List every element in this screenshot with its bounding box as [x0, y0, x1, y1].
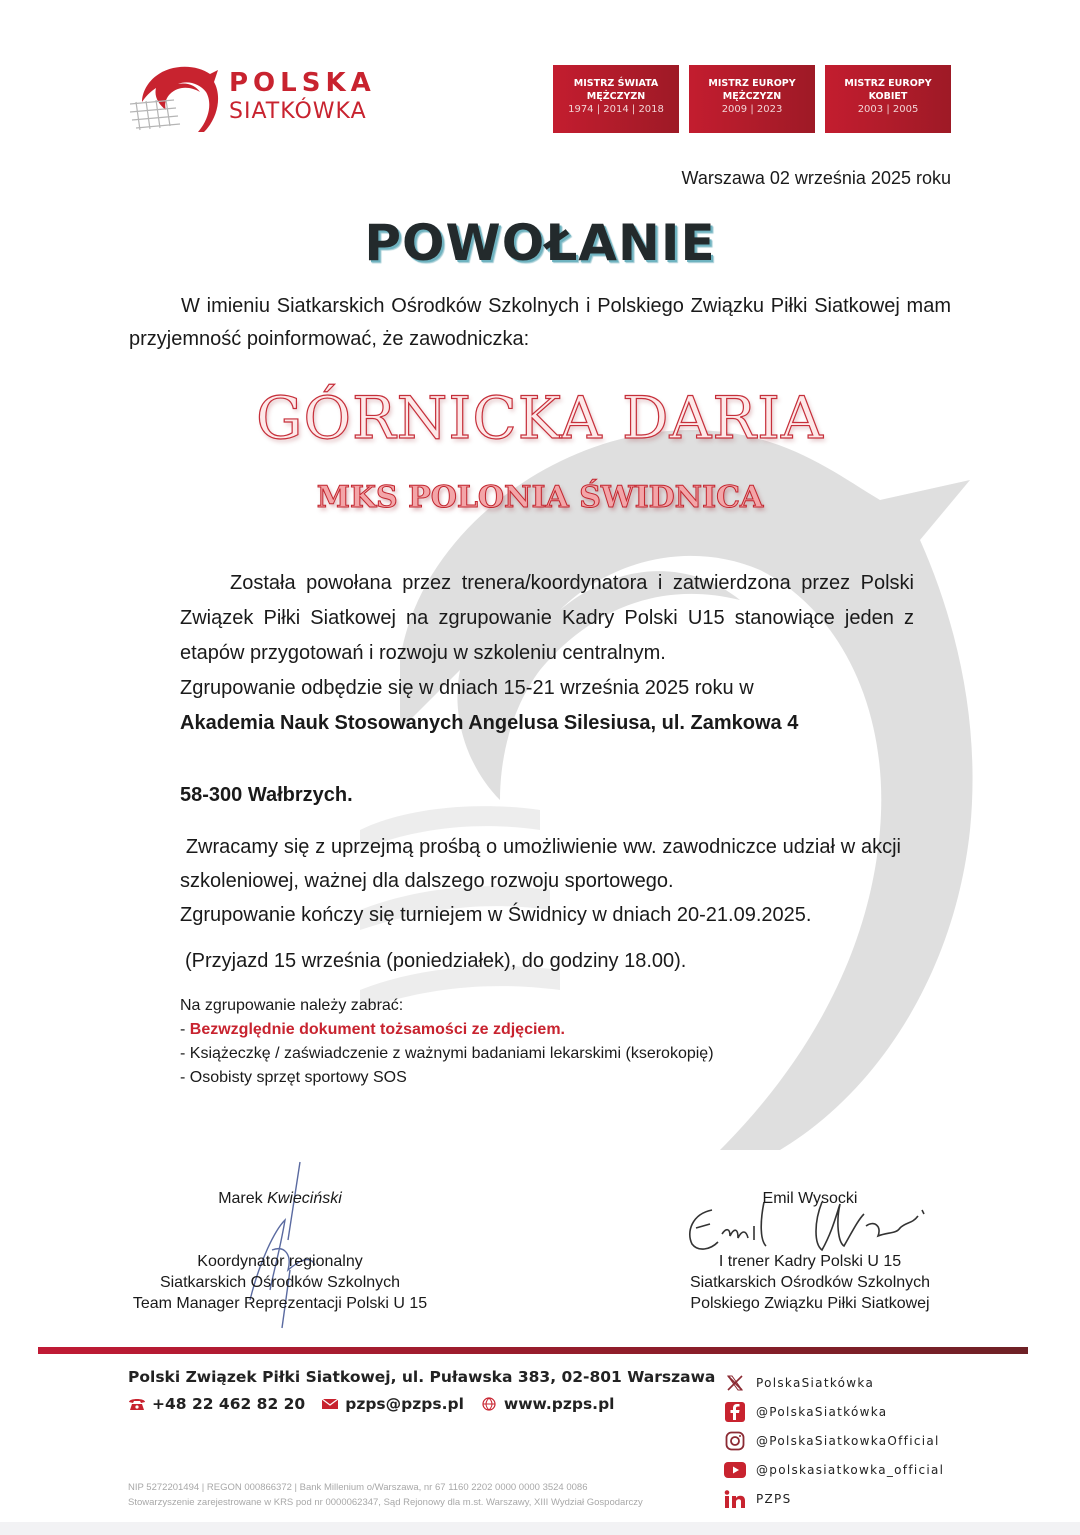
- footer-address: Polski Związek Piłki Siatkowej, ul. Puławska 383, 02-801 Warszawa: [128, 1368, 716, 1386]
- x-icon: [724, 1372, 746, 1394]
- signatory-name: Emil Wysocki: [762, 1190, 858, 1207]
- social-linkedin[interactable]: [724, 1484, 944, 1513]
- venue-city: 58-300 Wałbrzych.: [180, 784, 353, 806]
- polska-siatkowka-logo: [126, 62, 396, 142]
- social-label: @PolskaSiatkowkaOfficial: [756, 1433, 940, 1448]
- eagle-logo-icon: [126, 62, 226, 142]
- signature-block-right: [660, 1188, 960, 1314]
- signatory-name: [120, 1188, 440, 1209]
- venue-address: Akademia Nauk Stosowanych Angelusa Silesiusa, ul. Zamkowa 4: [180, 712, 799, 734]
- badge-european-champion-women: [825, 65, 951, 133]
- arrival-info: (Przyjazd 15 września (poniedziałek), do godziny 18.00).: [185, 950, 687, 972]
- request-paragraph: [180, 830, 901, 932]
- social-links: [724, 1368, 944, 1513]
- bring-heading: Na zgrupowanie należy zabrać:: [180, 997, 404, 1014]
- globe-icon: [480, 1397, 498, 1411]
- paragraph-request-text: Zwracamy się z uprzejmą prośbą o umożliwienie ww. zawodniczce udział w akcji szkoleniowej, ważnej dla dalszego rozwoju sportowego.: [180, 836, 901, 892]
- signatory-role: Polskiego Związku Piłki Siatkowej: [690, 1295, 930, 1312]
- badge-years: 2003 | 2005: [857, 104, 919, 115]
- bring-item-prefix: -: [180, 1021, 190, 1038]
- social-youtube[interactable]: [724, 1455, 944, 1484]
- badge-subtitle: MĘŻCZYZN: [586, 91, 646, 102]
- badge-title: MISTRZ EUROPY: [844, 78, 932, 89]
- badge-title: MISTRZ ŚWIATA: [573, 78, 659, 89]
- badge-title: MISTRZ EUROPY: [708, 78, 796, 89]
- footer-website[interactable]: www.pzps.pl: [503, 1395, 615, 1413]
- signatory-last-name: Kwieciński: [267, 1190, 342, 1207]
- social-x[interactable]: [724, 1368, 944, 1397]
- footer-phone[interactable]: +48 22 462 82 20: [152, 1395, 306, 1413]
- badge-subtitle: MĘŻCZYZN: [722, 91, 782, 102]
- badge-european-champion-men: [689, 65, 815, 133]
- social-label: @PolskaSiatkówka: [756, 1404, 888, 1419]
- social-facebook[interactable]: [724, 1397, 944, 1426]
- legal-line-1: NIP 5272201494 | REGON 000866372 | Bank Millenium o/Warszawa, nr 67 1160 2202 0000 0000 3524 0086: [128, 1482, 588, 1493]
- paragraph-dates: Zgrupowanie odbędzie się w dniach 15-21 września 2025 roku w: [180, 677, 754, 699]
- intro-text: W imieniu Siatkarskich Ośrodków Szkolnych i Polskiego Związku Piłki Siatkowej mam przyjemność poinformować, że zawodniczka:: [129, 295, 951, 350]
- call-up-details: [180, 566, 914, 741]
- badge-subtitle: KOBIET: [868, 91, 908, 102]
- document-date: Warszawa 02 września 2025 roku: [681, 168, 951, 188]
- badge-years: 2009 | 2023: [721, 104, 783, 115]
- bring-item: - Osobisty sprzęt sportowy SOS: [180, 1069, 407, 1086]
- bring-list: [180, 994, 714, 1090]
- signature-block-left: [120, 1188, 440, 1314]
- phone-icon: [128, 1397, 146, 1411]
- paragraph-callup-text: Została powołana przez trenera/koordynatora i zatwierdzona przez Polski Związek Piłki Siatkowej na zgrupowanie Kadry Polski U15 stanowiące jeden z etapów przygotowań i rozwoju w szkoleniu centralnym.: [180, 572, 914, 664]
- club-name: MKS POLONIA ŚWIDNICA: [316, 480, 764, 515]
- social-instagram[interactable]: [724, 1426, 944, 1455]
- instagram-icon: [724, 1430, 746, 1452]
- social-label: @polskasiatkowka_official: [756, 1462, 945, 1477]
- logo-line1: POLSKA: [229, 68, 376, 98]
- bring-item: - Książeczkę / zaświadczenie z ważnymi badaniami lekarskimi (kserokopię): [180, 1045, 714, 1062]
- social-label: PZPS: [756, 1491, 792, 1506]
- intro-paragraph: [129, 290, 951, 356]
- social-label: PolskaSiatkówka: [756, 1375, 875, 1390]
- signatory-role: I trener Kadry Polski U 15: [718, 1253, 902, 1270]
- legal-line-2: Stowarzyszenie zarejestrowane w KRS pod nr 0000062347, Sąd Rejonowy dla m.st. Warszawy, XIII Wydział Gospodarczy: [128, 1497, 643, 1508]
- youtube-icon: [724, 1459, 746, 1481]
- bring-item-id-document: Bezwzględnie dokument tożsamości ze zdjęciem.: [189, 1021, 565, 1038]
- player-name: GÓRNICKA DARIA: [256, 384, 824, 452]
- document-title: POWOŁANIE: [364, 214, 716, 272]
- badge-world-champion-men: [553, 65, 679, 133]
- email-icon: [321, 1397, 339, 1411]
- footer-divider: [38, 1347, 1028, 1354]
- bring-item: [180, 1018, 714, 1042]
- achievement-badges: [553, 65, 951, 133]
- signatory-role: Koordynator regionalny: [197, 1253, 363, 1270]
- facebook-icon: [724, 1401, 746, 1423]
- badge-years: 1974 | 2014 | 2018: [568, 104, 664, 115]
- footer-contact: [128, 1395, 614, 1413]
- signatory-first-name: Marek: [218, 1190, 263, 1207]
- signatory-role: Siatkarskich Ośrodków Szkolnych: [689, 1274, 931, 1291]
- linkedin-icon: [724, 1488, 746, 1510]
- paragraph-tournament: Zgrupowanie kończy się turniejem w Świdnicy w dniach 20-21.09.2025.: [180, 904, 812, 926]
- footer-email[interactable]: pzps@pzps.pl: [345, 1395, 464, 1413]
- paragraph-callup: [180, 566, 914, 671]
- signatory-role: Team Manager Reprezentacji Polski U 15: [132, 1295, 428, 1312]
- legal-info: [128, 1480, 643, 1510]
- paragraph-request: [180, 830, 901, 898]
- signatory-role: Siatkarskich Ośrodków Szkolnych: [159, 1274, 401, 1291]
- logo-line2: SIATKÓWKA: [229, 99, 367, 124]
